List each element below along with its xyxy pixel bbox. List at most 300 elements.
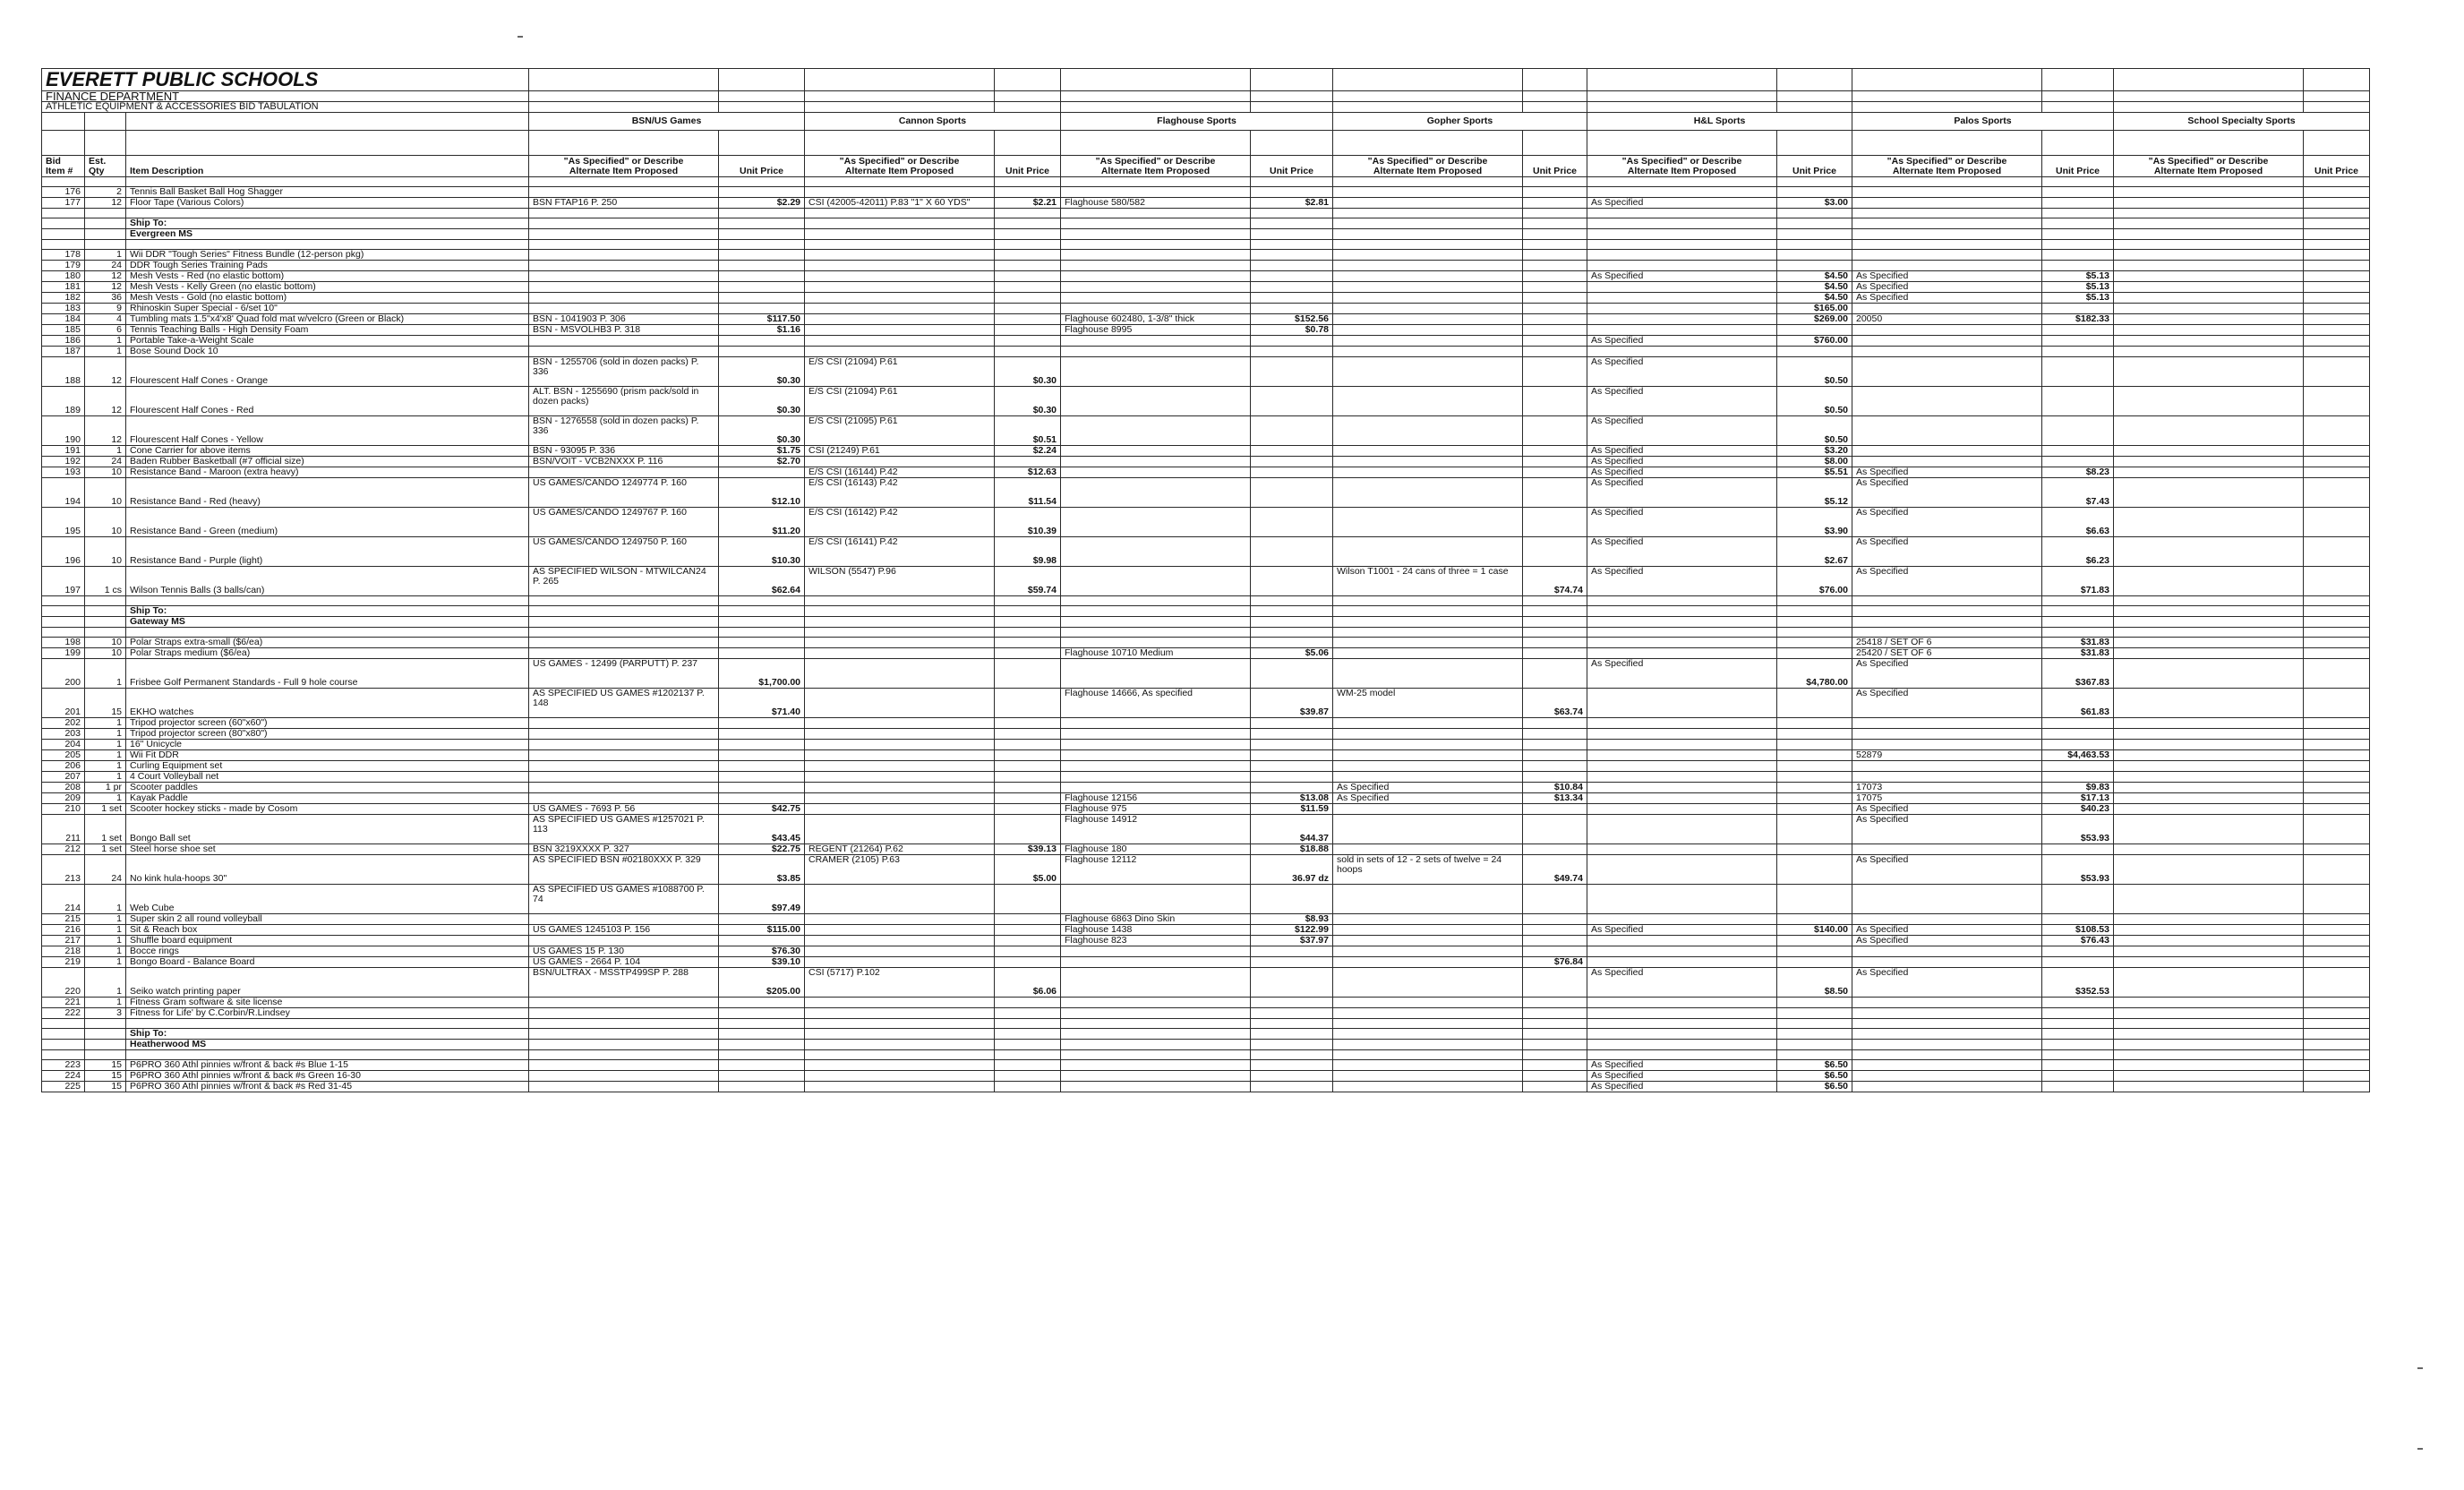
unit-price-cell [2304, 336, 2370, 347]
alternate-item-cell [2114, 844, 2304, 855]
unit-price-cell: $9.98 [995, 537, 1061, 567]
alternate-item-cell: US GAMES - 2664 P. 104 [529, 957, 719, 968]
unit-price-cell: $0.50 [1777, 387, 1852, 416]
spacer-row [42, 1019, 2370, 1029]
table-row [42, 387, 2370, 416]
unit-price-cell: $0.30 [719, 387, 805, 416]
unit-price-cell [2304, 261, 2370, 271]
alternate-item-cell [1333, 761, 1523, 772]
spacer-row [42, 209, 2370, 218]
table-row [42, 793, 2370, 804]
alternate-item-cell: E/S CSI (16141) P.42 [805, 537, 995, 567]
cell [529, 1040, 719, 1050]
unit-price-cell: $39.87 [1251, 689, 1333, 718]
cell [1587, 1050, 1777, 1060]
unit-price-cell [2304, 885, 2370, 914]
unit-price-cell [719, 187, 805, 198]
alternate-item-cell [1333, 946, 1523, 957]
unit-price-cell [2042, 416, 2114, 446]
alternate-item-cell [1333, 416, 1523, 446]
alternate-item-cell [1061, 293, 1251, 304]
cell [85, 229, 126, 240]
alternate-item-cell [1333, 1008, 1523, 1019]
estimated-qty: 1 [85, 914, 126, 925]
alternate-item-cell [1333, 347, 1523, 357]
unit-price-cell [2304, 478, 2370, 508]
alternate-item-cell [1852, 740, 2042, 750]
cell [995, 1040, 1061, 1050]
alternate-item-cell: Flaghouse 12156 [1061, 793, 1251, 804]
alternate-item-cell [805, 793, 995, 804]
unit-price-cell [1523, 998, 1587, 1008]
alternate-item-cell [2114, 885, 2304, 914]
unit-price-cell [1777, 740, 1852, 750]
unit-price-cell [719, 718, 805, 729]
unit-price-cell [1777, 793, 1852, 804]
alternate-item-cell [1333, 387, 1523, 416]
alternate-item-cell [805, 689, 995, 718]
unit-price-cell: $53.93 [2042, 855, 2114, 885]
cell [126, 1019, 529, 1029]
bid-item-number: 197 [42, 567, 85, 596]
col-header-alternate: "As Specified" or Describe Alternate Item Proposed [529, 156, 719, 177]
unit-price-cell [1251, 659, 1333, 689]
cell [1587, 617, 1777, 628]
alternate-item-cell [2114, 387, 2304, 416]
cell [1333, 606, 1523, 617]
item-description: EKHO watches [126, 689, 529, 718]
alternate-item-cell [1333, 508, 1523, 537]
cell [1777, 1029, 1852, 1040]
cell [1777, 617, 1852, 628]
alternate-item-cell [1061, 357, 1251, 387]
alternate-item-cell [1333, 198, 1523, 209]
unit-price-cell [1251, 1082, 1333, 1092]
item-description: Scooter paddles [126, 783, 529, 793]
bid-item-number: 189 [42, 387, 85, 416]
cell [1251, 209, 1333, 218]
cell [1061, 218, 1251, 229]
unit-price-cell [2304, 729, 2370, 740]
unit-price-cell [1777, 914, 1852, 925]
unit-price-cell [719, 1071, 805, 1082]
cell [719, 606, 805, 617]
alternate-item-cell: AS SPECIFIED US GAMES #1202137 P. 148 [529, 689, 719, 718]
unit-price-cell [2042, 250, 2114, 261]
unit-price-cell [2304, 282, 2370, 293]
unit-price-cell: $5.51 [1777, 467, 1852, 478]
unit-price-cell: $10.30 [719, 537, 805, 567]
alternate-item-cell [1852, 250, 2042, 261]
cell [1587, 177, 1777, 187]
bid-item-number: 211 [42, 815, 85, 844]
table-row [42, 304, 2370, 314]
alternate-item-cell: Flaghouse 14666, As specified [1061, 689, 1251, 718]
cell [719, 628, 805, 638]
alternate-item-cell: US GAMES - 12499 (PARPUTT) P. 237 [529, 659, 719, 689]
unit-price-cell [2042, 998, 2114, 1008]
col-header-qty: Est. Qty [85, 156, 126, 177]
estimated-qty: 12 [85, 271, 126, 282]
unit-price-cell [2304, 740, 2370, 750]
table-row [42, 250, 2370, 261]
vendor-name: Gopher Sports [1333, 113, 1587, 131]
alternate-item-cell: E/S CSI (16142) P.42 [805, 508, 995, 537]
alternate-item-cell [1852, 1082, 2042, 1092]
alternate-item-cell [1061, 761, 1251, 772]
cell [2114, 177, 2304, 187]
cell [2304, 1029, 2370, 1040]
alternate-item-cell [805, 718, 995, 729]
alternate-item-cell: 17075 [1852, 793, 2042, 804]
alternate-item-cell: 25418 / SET OF 6 [1852, 638, 2042, 648]
cell [2114, 596, 2304, 606]
col-header-alternate: "As Specified" or Describe Alternate Item Proposed [805, 156, 995, 177]
cell [1523, 229, 1587, 240]
cell [2042, 596, 2114, 606]
alternate-item-cell: Flaghouse 12112 [1061, 855, 1251, 885]
ship-to-label: Ship To: [126, 218, 529, 229]
cell [126, 596, 529, 606]
bid-item-number: 216 [42, 925, 85, 936]
bid-item-number: 225 [42, 1082, 85, 1092]
alternate-item-cell: AS SPECIFIED BSN #02180XXX P. 329 [529, 855, 719, 885]
unit-price-cell [2304, 293, 2370, 304]
cell [1852, 617, 2042, 628]
unit-price-cell [719, 336, 805, 347]
alternate-item-cell: AS SPECIFIED US GAMES #1257021 P. 113 [529, 815, 719, 844]
unit-price-cell: $71.83 [2042, 567, 2114, 596]
col-header-unit-price: Unit Price [2042, 156, 2114, 177]
alternate-item-cell [1587, 250, 1777, 261]
unit-price-cell [995, 914, 1061, 925]
unit-price-cell: $6.63 [2042, 508, 2114, 537]
bid-item-number: 192 [42, 457, 85, 467]
unit-price-cell [1523, 761, 1587, 772]
unit-price-cell [1523, 293, 1587, 304]
alternate-item-cell [1061, 416, 1251, 446]
unit-price-cell: $63.74 [1523, 689, 1587, 718]
cell [529, 606, 719, 617]
item-description: Bose Sound Dock 10 [126, 347, 529, 357]
unit-price-cell [719, 998, 805, 1008]
alternate-item-cell [1587, 783, 1777, 793]
bid-item-number: 182 [42, 293, 85, 304]
alternate-item-cell: Flaghouse 180 [1061, 844, 1251, 855]
unit-price-cell [2304, 968, 2370, 998]
alternate-item-cell [1061, 261, 1251, 271]
unit-price-cell: $760.00 [1777, 336, 1852, 347]
alternate-item-cell [805, 325, 995, 336]
alternate-item-cell [1061, 638, 1251, 648]
unit-price-cell [2042, 1008, 2114, 1019]
unit-price-cell: $1,700.00 [719, 659, 805, 689]
cell [42, 606, 85, 617]
alternate-item-cell [2114, 261, 2304, 271]
alternate-item-cell [805, 304, 995, 314]
item-description: Floor Tape (Various Colors) [126, 198, 529, 209]
cell [995, 1050, 1061, 1060]
cell [529, 218, 719, 229]
alternate-item-cell [1587, 689, 1777, 718]
unit-price-cell [995, 250, 1061, 261]
unit-price-cell [2304, 659, 2370, 689]
estimated-qty: 1 [85, 718, 126, 729]
unit-price-cell [1777, 957, 1852, 968]
ship-to-row [42, 1029, 2370, 1040]
cell [2304, 240, 2370, 250]
unit-price-cell [2304, 467, 2370, 478]
alternate-item-cell [1061, 968, 1251, 998]
unit-price-cell [995, 740, 1061, 750]
unit-price-cell [1523, 718, 1587, 729]
alternate-item-cell [1333, 271, 1523, 282]
alternate-item-cell [529, 740, 719, 750]
alternate-item-cell [529, 729, 719, 740]
cell [529, 596, 719, 606]
unit-price-cell [1523, 844, 1587, 855]
bid-item-number: 223 [42, 1060, 85, 1071]
unit-price-cell [2304, 446, 2370, 457]
alternate-item-cell [2114, 416, 2304, 446]
alternate-item-cell [529, 467, 719, 478]
alternate-item-cell [2114, 314, 2304, 325]
unit-price-cell: $2.70 [719, 457, 805, 467]
table-row [42, 261, 2370, 271]
bid-item-number: 218 [42, 946, 85, 957]
cell [719, 1019, 805, 1029]
bid-item-number: 219 [42, 957, 85, 968]
cell [42, 209, 85, 218]
table-row [42, 478, 2370, 508]
alternate-item-cell [1061, 457, 1251, 467]
unit-price-cell [719, 304, 805, 314]
unit-price-cell [1777, 844, 1852, 855]
alternate-item-cell [805, 1071, 995, 1082]
alternate-item-cell [2114, 357, 2304, 387]
alternate-item-cell: Flaghouse 823 [1061, 936, 1251, 946]
unit-price-cell [1523, 314, 1587, 325]
cell [719, 1050, 805, 1060]
unit-price-cell [2304, 567, 2370, 596]
item-description: Curling Equipment set [126, 761, 529, 772]
cell [1333, 1019, 1523, 1029]
unit-price-cell: $2.67 [1777, 537, 1852, 567]
cell [85, 240, 126, 250]
cell [995, 177, 1061, 187]
alternate-item-cell [1333, 957, 1523, 968]
unit-price-cell [2304, 844, 2370, 855]
alternate-item-cell: WM-25 model [1333, 689, 1523, 718]
item-description: Tripod projector screen (80"x80") [126, 729, 529, 740]
unit-price-cell: $6.23 [2042, 537, 2114, 567]
cell [1852, 1050, 2042, 1060]
alternate-item-cell [1333, 914, 1523, 925]
alternate-item-cell: US GAMES 1245103 P. 156 [529, 925, 719, 936]
cell [1251, 240, 1333, 250]
estimated-qty: 1 set [85, 804, 126, 815]
alternate-item-cell [1587, 793, 1777, 804]
alternate-item-cell [1333, 729, 1523, 740]
unit-price-cell [1523, 187, 1587, 198]
alternate-item-cell: Flaghouse 6863 Dino Skin [1061, 914, 1251, 925]
estimated-qty: 10 [85, 638, 126, 648]
alternate-item-cell [2114, 957, 2304, 968]
unit-price-cell: $3.85 [719, 855, 805, 885]
cell [1852, 596, 2042, 606]
alternate-item-cell [1333, 772, 1523, 783]
cell [2042, 628, 2114, 638]
unit-price-cell [2042, 198, 2114, 209]
unit-price-cell [719, 1060, 805, 1071]
alternate-item-cell: 52879 [1852, 750, 2042, 761]
page-title: EVERETT PUBLIC SCHOOLS [42, 69, 529, 91]
alternate-item-cell [1333, 325, 1523, 336]
alternate-item-cell [2114, 772, 2304, 783]
alternate-item-cell: E/S CSI (21094) P.61 [805, 357, 995, 387]
bid-item-number: 180 [42, 271, 85, 282]
cell [805, 1019, 995, 1029]
estimated-qty: 1 [85, 750, 126, 761]
unit-price-cell [1251, 1060, 1333, 1071]
alternate-item-cell [2114, 347, 2304, 357]
unit-price-cell [995, 689, 1061, 718]
unit-price-cell [2304, 638, 2370, 648]
alternate-item-cell: As Specified [1852, 478, 2042, 508]
table-row [42, 357, 2370, 387]
cell [529, 229, 719, 240]
cell [719, 617, 805, 628]
unit-price-cell: $2.29 [719, 198, 805, 209]
cell [1061, 240, 1251, 250]
bid-item-number: 214 [42, 885, 85, 914]
alternate-item-cell [2114, 508, 2304, 537]
alternate-item-cell [1061, 659, 1251, 689]
unit-price-cell [995, 783, 1061, 793]
item-description: Bongo Board - Balance Board [126, 957, 529, 968]
alternate-item-cell: 25420 / SET OF 6 [1852, 648, 2042, 659]
item-description: P6PRO 360 Athl pinnies w/front & back #s Red 31-45 [126, 1082, 529, 1092]
alternate-item-cell [1061, 282, 1251, 293]
bid-item-number: 176 [42, 187, 85, 198]
estimated-qty: 1 pr [85, 783, 126, 793]
unit-price-cell [719, 750, 805, 761]
unit-price-cell [1523, 936, 1587, 946]
spacer-row [42, 596, 2370, 606]
estimated-qty: 1 [85, 336, 126, 347]
cell [1777, 177, 1852, 187]
unit-price-cell: $4.50 [1777, 293, 1852, 304]
cell [85, 218, 126, 229]
alternate-item-cell [1587, 740, 1777, 750]
unit-price-cell: $2.24 [995, 446, 1061, 457]
unit-price-cell: $122.99 [1251, 925, 1333, 936]
estimated-qty: 1 cs [85, 567, 126, 596]
unit-price-cell [1777, 885, 1852, 914]
unit-price-cell [995, 659, 1061, 689]
cell [1523, 218, 1587, 229]
cell [1061, 1019, 1251, 1029]
alternate-item-cell: As Specified [1587, 968, 1777, 998]
estimated-qty: 1 set [85, 844, 126, 855]
unit-price-cell: $108.53 [2042, 925, 2114, 936]
alternate-item-cell: Flaghouse 975 [1061, 804, 1251, 815]
alternate-item-cell [1587, 844, 1777, 855]
alternate-item-cell: 20050 [1852, 314, 2042, 325]
cell [1523, 1019, 1587, 1029]
unit-price-cell [1251, 885, 1333, 914]
alternate-item-cell: CSI (5717) P.102 [805, 968, 995, 998]
cell [1251, 229, 1333, 240]
unit-price-cell [1523, 815, 1587, 844]
unit-price-cell [2304, 1008, 2370, 1019]
alternate-item-cell [529, 772, 719, 783]
alternate-item-cell [805, 250, 995, 261]
unit-price-cell: $4,780.00 [1777, 659, 1852, 689]
cell [995, 229, 1061, 240]
cell [1523, 1050, 1587, 1060]
unit-price-cell [719, 914, 805, 925]
unit-price-cell [719, 293, 805, 304]
item-description: Mesh Vests - Red (no elastic bottom) [126, 271, 529, 282]
spacer-row [42, 628, 2370, 638]
vendor-name: Flaghouse Sports [1061, 113, 1333, 131]
cell [2304, 628, 2370, 638]
alternate-item-cell [1587, 946, 1777, 957]
alternate-item-cell [529, 783, 719, 793]
unit-price-cell: $11.54 [995, 478, 1061, 508]
unit-price-cell: $165.00 [1777, 304, 1852, 314]
cell [42, 218, 85, 229]
alternate-item-cell [805, 187, 995, 198]
alternate-item-cell [1333, 638, 1523, 648]
bid-item-number: 210 [42, 804, 85, 815]
unit-price-cell [2304, 804, 2370, 815]
cell [2042, 606, 2114, 617]
unit-price-cell [1523, 467, 1587, 478]
bid-item-number: 186 [42, 336, 85, 347]
alternate-item-cell [1852, 261, 2042, 271]
alternate-item-cell: US GAMES - 7693 P. 56 [529, 804, 719, 815]
alternate-item-cell: As Specified [1587, 357, 1777, 387]
cell [1523, 1029, 1587, 1040]
bid-item-number: 196 [42, 537, 85, 567]
table-row [42, 968, 2370, 998]
col-header-alternate: "As Specified" or Describe Alternate Item Proposed [1061, 156, 1251, 177]
unit-price-cell [1251, 282, 1333, 293]
unit-price-cell: $8.50 [1777, 968, 1852, 998]
cell [42, 617, 85, 628]
estimated-qty: 2 [85, 187, 126, 198]
cell [2304, 606, 2370, 617]
alternate-item-cell [1852, 304, 2042, 314]
unit-price-cell: $5.13 [2042, 293, 2114, 304]
cell [1587, 1019, 1777, 1029]
unit-price-cell [1251, 537, 1333, 567]
alternate-item-cell [1852, 325, 2042, 336]
cell [529, 628, 719, 638]
ship-to-row [42, 606, 2370, 617]
alternate-item-cell [1852, 336, 2042, 347]
alternate-item-cell: As Specified [1852, 855, 2042, 885]
ship-to-label: Evergreen MS [126, 229, 529, 240]
bid-item-number: 204 [42, 740, 85, 750]
alternate-item-cell [2114, 271, 2304, 282]
table-row [42, 761, 2370, 772]
unit-price-cell [719, 250, 805, 261]
unit-price-cell: $97.49 [719, 885, 805, 914]
cell [529, 617, 719, 628]
